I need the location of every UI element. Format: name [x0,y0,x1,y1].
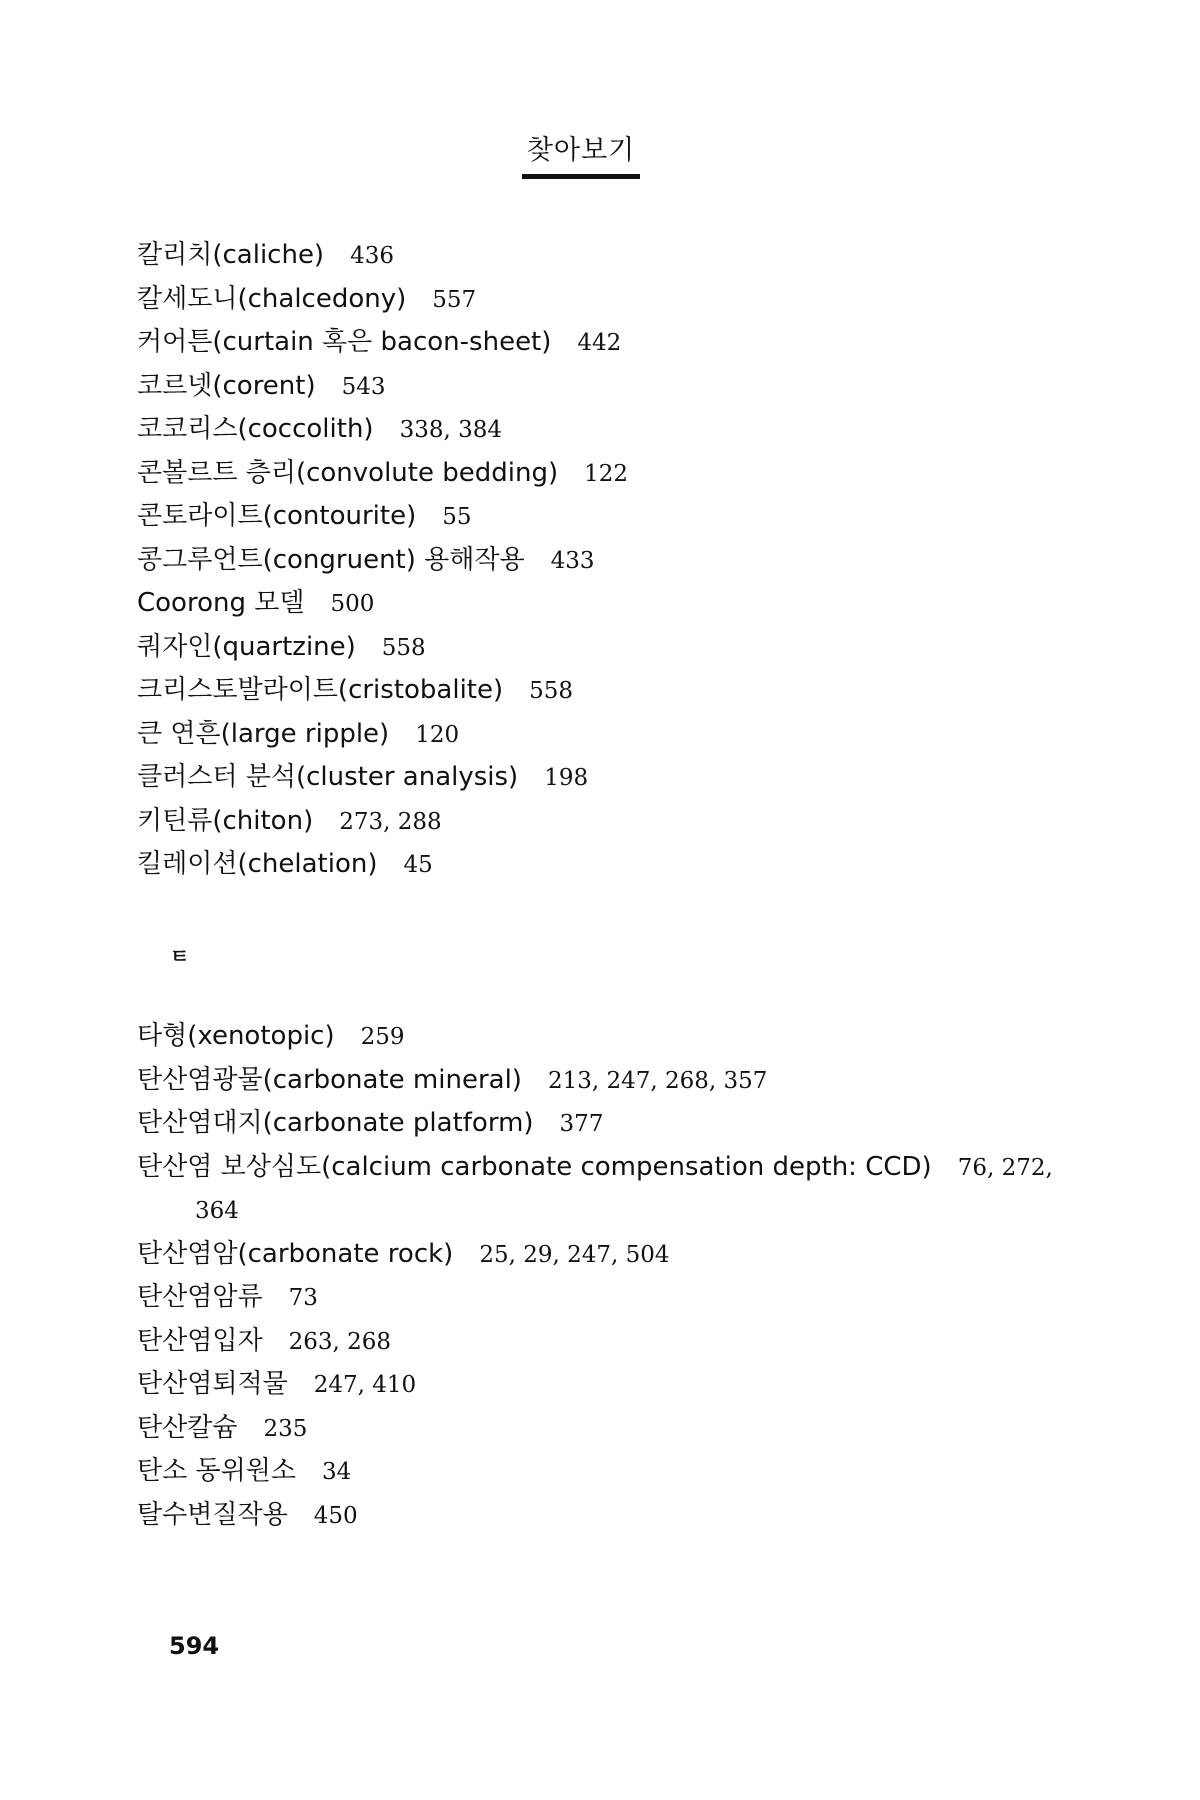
index-entry [137,321,628,365]
index-entry [137,278,628,322]
index-entry [137,1407,1053,1451]
index-entry [137,1320,1053,1364]
index-term: 크리스토발라이트(cristobalite) [137,675,504,705]
index-entry [137,1363,1053,1407]
index-term: 탈수변질작용 [137,1499,288,1530]
index-pages: 247, 410 [313,1372,417,1398]
index-term: 탄산염대지(carbonate platform) [137,1108,534,1138]
index-pages: 45 [403,852,433,878]
index-pages: 364 [195,1198,239,1224]
index-term: 커어튼(curtain 혹은 bacon-sheet) [137,327,552,357]
index-pages: 259 [360,1024,405,1050]
index-pages: 263, 268 [288,1328,392,1355]
index-term: 킬레이션(chelation) [137,849,378,879]
page-header [522,132,640,179]
index-entry [137,1059,1053,1103]
index-entry-continuation [137,1189,1053,1233]
index-term: 콘토라이트(contourite) [137,501,417,531]
index-term: 탄산염광물(carbonate mineral) [137,1064,522,1095]
title-underline [522,174,640,179]
index-pages: 558 [381,634,426,661]
index-list-k [137,234,628,887]
index-term: 코르넷(corent) [137,370,316,401]
index-pages: 543 [341,373,386,400]
section-heading-t: ㅌ [170,944,190,968]
index-pages: 122 [584,460,628,487]
index-term: 탄산염입자 [137,1325,263,1356]
index-entry [137,756,628,800]
index-term: Coorong 모델 [137,588,305,618]
index-entry [137,408,628,452]
index-pages: 558 [529,678,574,704]
index-pages: 55 [442,504,472,530]
index-entry [137,626,628,670]
index-term: 타형(xenotopic) [137,1021,335,1051]
page-title: 찾아보기 [526,135,636,166]
index-term: 큰 연흔(large ripple) [137,718,390,749]
index-pages: 436 [350,243,394,269]
index-entry [137,1494,1053,1538]
index-entry [137,1146,1053,1190]
index-entry [137,1450,1053,1494]
index-entry [137,582,628,626]
index-entry [137,365,628,409]
index-entry [137,713,628,757]
index-term: 콩그루언트(congruent) 용해작용 [137,544,525,575]
page-number: 594 [169,1632,220,1660]
index-pages: 377 [559,1111,604,1137]
index-entry [137,495,628,539]
index-pages: 73 [288,1285,318,1311]
index-term: 콘볼르트 층리(convolute bedding) [137,457,559,488]
index-entry [137,1276,1053,1320]
index-pages: 235 [263,1415,308,1442]
index-list-t [137,1015,1053,1537]
index-pages: 76, 272, [957,1154,1053,1181]
index-pages: 450 [313,1502,358,1529]
index-pages: 433 [550,547,595,574]
index-pages: 120 [415,721,460,748]
index-term: 탄산염퇴적물 [137,1369,288,1399]
index-pages: 273, 288 [339,808,442,835]
index-pages: 213, 247, 268, 357 [547,1067,768,1094]
index-term: 쿼자인(quartzine) [137,631,356,662]
index-term: 칼리치(caliche) [137,240,325,270]
index-pages: 500 [330,591,375,617]
index-pages: 198 [544,765,589,791]
index-entry [137,1102,1053,1146]
index-term: 탄산염 보상심도(calcium carbonate compensation depth: CCD) [137,1151,932,1182]
index-pages: 557 [432,286,477,313]
index-term: 칼세도니(chalcedony) [137,283,407,314]
index-term: 탄산염암류 [137,1282,263,1312]
index-term: 클러스터 분석(cluster analysis) [137,762,519,792]
index-entry [137,800,628,844]
index-term: 키틴류(chiton) [137,805,314,836]
index-pages: 25, 29, 247, 504 [479,1241,670,1268]
index-entry [137,669,628,713]
index-term: 탄산칼슘 [137,1412,238,1443]
index-pages: 34 [321,1459,352,1485]
index-entry [137,1015,1053,1059]
index-term: 탄산염암(carbonate rock) [137,1238,454,1269]
index-term: 탄소 동위원소 [137,1456,296,1486]
index-entry [137,234,628,278]
index-entry [137,539,628,583]
index-pages: 338, 384 [399,417,502,443]
index-term: 코코리스(coccolith) [137,414,374,444]
index-entry [137,1233,1053,1277]
index-pages: 442 [577,330,622,356]
index-entry [137,452,628,496]
index-entry [137,843,628,887]
